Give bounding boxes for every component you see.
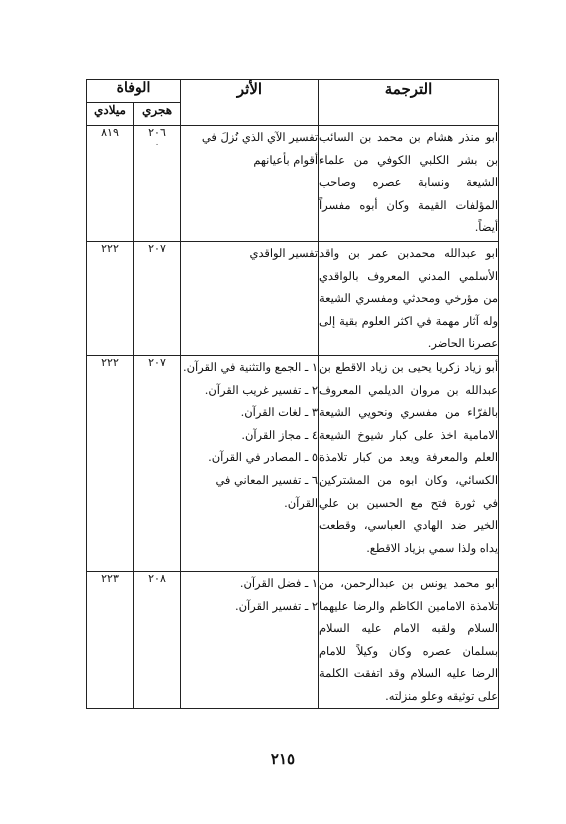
hijri-year: ٢٠٦ . [134,126,181,242]
works-cell [181,242,319,356]
work-item: ٥ ـ المصادر في القرآن. [208,450,318,465]
work-item: ١ ـ فضل القرآن. [239,575,318,590]
hijri-year: ٢٠٧ [134,242,181,356]
work-item: ٢ ـ تفسير القرآن. [235,598,318,613]
gregorian-year: ٢٢٣ [87,571,134,708]
biography-cell: ابو محمد يونس بن عبدالرحمن، من تلامذة الامامين الكاظم والرضا عليهما السلام ولقبه الامام عليه السلام بسلمان عصره وكان وكيلاً للامام الرضا عليه السلام وقد اتفقت الكلمة على توثيقه وعلو منزلته. [319,571,499,708]
page-number: ٢١٥ [270,750,296,768]
table-row [87,355,499,571]
works-cell [181,355,319,571]
table-row [87,242,499,356]
hijri-year: ٢٠٧ [134,355,181,571]
works-cell [181,571,319,708]
work-item: ٦ ـ تفسير المعاني في القرآن. [215,472,318,510]
header-death: الوفاة [87,80,181,103]
table-row [87,571,499,708]
work-item: ٤ ـ مجاز القرآن. [241,427,318,442]
header-biography: الترجمة [319,80,499,126]
gregorian-year: ٢٢٢ [87,242,134,356]
biography-cell: ابو عبدالله محمدبن عمر بن واقد الأسلمي المدني المعروف بالواقدي من مؤرخي ومحدثي ومفسري الشيعة وله آثار مهمة في اكثر العلوم بقية إلى عصرنا الحاضر. [319,242,499,356]
gregorian-year: ٨١٩ [87,126,134,242]
header-works: الأثر [181,80,319,126]
work-item: ٢ ـ تفسير غريب القرآن. [204,382,318,397]
work-item: تفسير الآي الذي نُزلَ في أقوام بأعيانهم [201,130,318,167]
work-item: ١ ـ الجمع والتثنية في القرآن. [183,359,318,374]
works-cell [181,126,319,242]
table-row [87,126,499,242]
gregorian-year: ٢٢٢ [87,355,134,571]
work-item: ٣ ـ لغات القرآن. [240,405,318,420]
biography-cell: أبو زياد زكريا يحيى بن زياد الاقطع بن عبدالله بن مروان الديلمي المعروف بالفرّاء من مفسري ونحويي الشيعة الامامية اخذ على كبار شيوخ الشيعة العلم والمعرفة ويعد من كبار تلامذة الكسائي، وكان ابوه من المشتركين في ثورة فتح مع الحسين بن علي الخير ضد الهادي العباسي، وقطعت يداه ولذا سمي بزياد الاقطع. [319,355,499,571]
work-item: تفسير الواقدي [249,246,318,260]
biography-cell: ابو منذر هشام بن محمد بن السائب بن بشر الكلبي الكوفي من علماء الشيعة ونسابة عصره وصاحب المؤلفات القيمة وكان أبوه مفسراً أيضاً. [319,126,499,242]
biography-table [86,79,499,709]
header-hijri: هجري [134,103,181,126]
hijri-year: ٢٠٨ [134,571,181,708]
header-gregorian: ميلادي [87,103,134,126]
